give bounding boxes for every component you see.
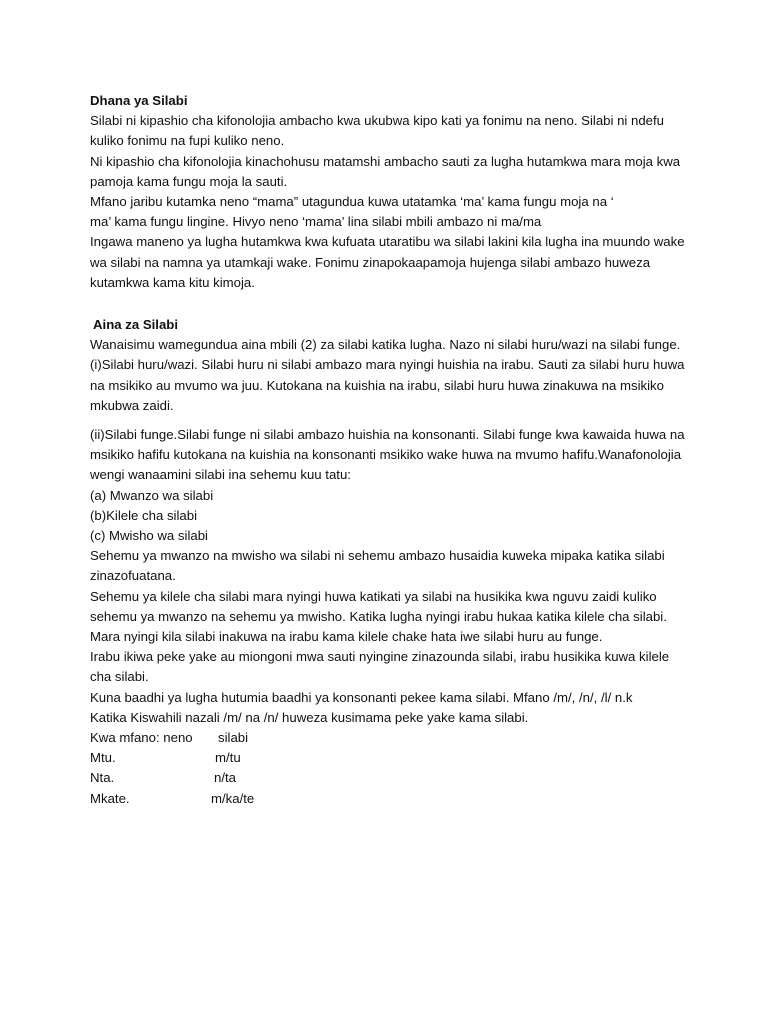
document-body bbox=[90, 91, 690, 809]
paragraph-line: Mfano jaribu kutamka neno “mama” utagundua kuwa utatamka ‘ma’ kama fungu moja na ‘ bbox=[90, 194, 614, 210]
example-word: Mtu. bbox=[90, 750, 116, 766]
example-syllables: silabi bbox=[218, 730, 249, 746]
example-syllables: m/ka/te bbox=[211, 790, 255, 806]
example-syllables: n/ta bbox=[214, 770, 236, 786]
paragraph: Ni kipashio cha kifonolojia kinachohusu matamshi ambacho sauti za lugha hutamkwa mara moja kwa pamoja kama fungu moja la sauti. bbox=[90, 153, 681, 189]
paragraph: Sehemu ya mwanzo na mwisho wa silabi ni sehemu ambazo husaidia kuweka mipaka katika silabi zinazofuatana. bbox=[90, 548, 665, 584]
paragraph: Sehemu ya kilele cha silabi mara nyingi huwa katikati ya silabi na husikika kwa nguvu zaidi kuliko sehemu ya mwanzo na sehemu ya mwisho. Katika lugha nyingi irabu hukaa katika kilele cha silabi. Mara nyingi kila silabi inakuwa na irabu kama kilele chake hata iwe silabi huru au funge. bbox=[90, 588, 667, 645]
paragraph: (ii)Silabi funge.Silabi funge ni silabi ambazo huishia na konsonanti. Silabi funge kwa kawaida huwa na msikiko hafifu kutokana na kuishia na konsonanti msikiko wake huwa na mvumo hafifu.Wanafonolojia wengi wanaamini silabi ina sehemu kuu tatu: bbox=[90, 427, 685, 483]
paragraph-line: Kuna baadhi ya lugha hutumia baadhi ya konsonanti pekee kama silabi. Mfano /m/, /n/, /l/ n.k bbox=[90, 689, 633, 705]
table-row bbox=[90, 728, 690, 748]
table-row bbox=[90, 768, 690, 788]
example-word: Nta. bbox=[90, 770, 115, 786]
paragraph: Irabu ikiwa peke yake au miongoni mwa sauti nyingine zinazounda silabi, irabu husikika kuwa kilele cha silabi. bbox=[90, 649, 670, 685]
list-item: (a) Mwanzo wa silabi bbox=[90, 487, 214, 503]
paragraph: Wanaisimu wamegundua aina mbili (2) za silabi katika lugha. Nazo ni silabi huru/wazi na silabi funge. bbox=[90, 337, 681, 353]
example-word: Kwa mfano: neno bbox=[90, 730, 193, 746]
examples-table bbox=[90, 728, 690, 809]
table-row bbox=[90, 789, 690, 809]
heading-aina-za-silabi: Aina za Silabi bbox=[93, 317, 179, 333]
example-syllables: m/tu bbox=[215, 750, 241, 766]
paragraph-line: Katika Kiswahili nazali /m/ na /n/ huweza kusimama peke yake kama silabi. bbox=[90, 709, 529, 725]
paragraph: Ingawa maneno ya lugha hutamkwa kwa kufuata utaratibu wa silabi lakini kila lugha ina muundo wake wa silabi na namna ya utamkaji wake. Fonimu zinapokaapamoja hujenga silabi ambazo huweza kutamkwa kama kitu kimoja. bbox=[90, 234, 685, 290]
heading-dhana-ya-silabi: Dhana ya Silabi bbox=[90, 93, 188, 108]
example-word: Mkate. bbox=[90, 790, 130, 806]
paragraph: (i)Silabi huru/wazi. Silabi huru ni silabi ambazo mara nyingi huishia na irabu. Sauti za silabi huru huwa na msikiko au mvumo wa juu. Kutokana na kuishia na irabu, silabi huru huwa zinakuwa na msikiko mkubwa zaidi. bbox=[90, 357, 685, 413]
list-item: (c) Mwisho wa silabi bbox=[90, 528, 208, 544]
list-item: (b)Kilele cha silabi bbox=[90, 507, 198, 523]
paragraph: Silabi ni kipashio cha kifonolojia ambacho kwa ukubwa kipo kati ya fonimu na neno. Silabi ni ndefu kuliko fonimu na fupi kuliko neno. bbox=[90, 113, 665, 149]
paragraph-line: ma’ kama fungu lingine. Hivyo neno ‘mama’ lina silabi mbili ambazo ni ma/ma bbox=[90, 214, 542, 230]
table-row bbox=[90, 748, 690, 768]
